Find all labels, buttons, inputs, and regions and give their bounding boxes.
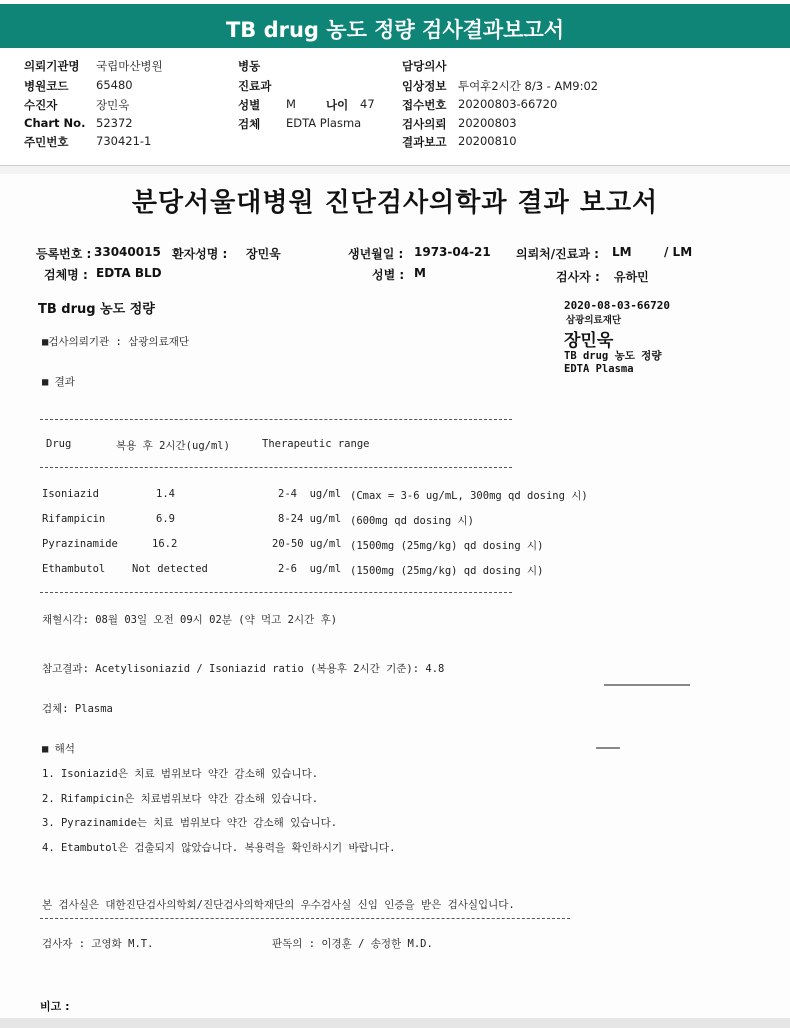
specimen-name-value: EDTA BLD <box>96 266 162 280</box>
sex-label: 성별 <box>238 98 261 112</box>
hospital-code-label: 병원코드 <box>24 79 69 93</box>
sticker-receipt-no: 2020-08-03-66720 <box>564 299 670 312</box>
banner-title: TB drug 농도 정량 검사결과보고서 <box>225 18 565 42</box>
col-drug-header: Drug <box>46 438 72 450</box>
report-date-label: 결과보고 <box>402 135 447 149</box>
reader: 판독의 : 이경훈 / 송정한 M.D. <box>272 938 433 950</box>
row-value: 6.9 <box>156 513 175 525</box>
reference-result: 참고결과: Acetylisoniazid / Isoniazid ratio (복용후 2시간 기준): 4.8 <box>42 663 445 675</box>
institution-label: 의뢰기관명 <box>24 59 80 73</box>
referral-value-a: LM <box>612 245 632 259</box>
patient-name-value: 장민욱 <box>246 247 281 261</box>
signature-rule <box>40 918 570 919</box>
specimen-value: EDTA Plasma <box>286 116 362 130</box>
sticker-test: TB drug 농도 정량 <box>564 350 662 362</box>
institution-value: 국립마산병원 <box>96 59 163 73</box>
row-drug: Ethambutol <box>42 563 106 575</box>
recipient-label: 수진자 <box>24 98 58 112</box>
interpretation-item: 4. Etambutol은 검출되지 않았습니다. 복용력을 확인하시기 바랍니다. <box>42 842 396 854</box>
table-rule-header <box>40 467 512 468</box>
patient-name-label: 환자성명 : <box>172 247 228 261</box>
table-rule-bottom <box>40 592 512 593</box>
row-range: 2-6 ug/ml <box>278 563 342 575</box>
birth-label: 생년월일 : <box>348 247 404 261</box>
specimen-line: 검체: Plasma <box>42 703 113 715</box>
request-date-value: 20200803 <box>458 116 517 130</box>
doctor-label: 담당의사 <box>402 59 447 73</box>
report-sex-value: M <box>414 266 426 280</box>
report-date-value: 20200810 <box>458 134 517 148</box>
resident-no-value: 730421-1 <box>96 134 152 148</box>
clinical-info-label: 임상정보 <box>402 79 447 93</box>
referral-value-b: / LM <box>664 245 693 259</box>
dept-label: 진료과 <box>238 79 272 93</box>
row-note: (600mg qd dosing 시) <box>350 515 474 527</box>
tester-label: 검사자 : <box>556 270 600 284</box>
row-drug: Rifampicin <box>42 513 106 525</box>
scan-mark <box>596 747 620 749</box>
specimen-label: 검체 <box>238 117 261 131</box>
test-title: TB drug 농도 정량 <box>38 302 155 317</box>
report-banner <box>0 0 790 48</box>
row-drug: Isoniazid <box>42 488 99 500</box>
row-note: (1500mg (25mg/kg) qd dosing 시) <box>350 540 544 552</box>
recipient-value: 장민욱 <box>96 98 130 112</box>
sticker-org: 삼광의료재단 <box>566 315 622 326</box>
hospital-code-value: 65480 <box>96 78 133 92</box>
interpretation-item: 3. Pyrazinamide는 치료 범위보다 약간 감소해 있습니다. <box>42 817 338 829</box>
age-value: 47 <box>360 97 375 111</box>
receipt-no-value: 20200803-66720 <box>458 97 558 111</box>
ward-label: 병동 <box>238 59 261 73</box>
receipt-no-label: 접수번호 <box>402 98 447 112</box>
row-drug: Pyrazinamide <box>42 538 118 550</box>
clinical-info-value: 투여후2시간 8/3 - AM9:02 <box>458 79 599 93</box>
row-note: (1500mg (25mg/kg) qd dosing 시) <box>350 565 544 577</box>
interpretation-item: 2. Rifampicin은 치료범위보다 약간 감소해 있습니다. <box>42 793 319 805</box>
reg-no-label: 등록번호 : <box>36 247 92 261</box>
chart-no-label: Chart No. <box>24 116 86 130</box>
remarks-label: 비고 : <box>40 1000 70 1013</box>
sticker-patient: 장민욱 <box>564 331 614 351</box>
tester-value: 유하민 <box>614 270 649 284</box>
report-sex-label: 성별 : <box>372 268 405 282</box>
chart-no-value: 52372 <box>96 116 133 130</box>
birth-value: 1973-04-21 <box>414 245 491 259</box>
page-bottom-edge <box>0 1018 790 1028</box>
certification-note: 본 검사실은 대한진단검사의학회/진단검사의학재단의 우수검사실 신임 인증을 받은 검사실입니다. <box>42 899 515 911</box>
table-rule-top <box>40 419 512 420</box>
resident-no-label: 주민번호 <box>24 135 69 149</box>
referral-label: 의뢰처/진료과 : <box>516 247 599 261</box>
reg-no-value: 33040015 <box>94 245 161 259</box>
sex-value: M <box>286 97 296 111</box>
interpretation-heading: ■ 해석 <box>42 743 75 755</box>
row-range: 20-50 ug/ml <box>272 538 342 550</box>
examiner: 검사자 : 고영화 M.T. <box>42 938 154 950</box>
row-range: 2-4 ug/ml <box>278 488 342 500</box>
row-value: 16.2 <box>152 538 178 550</box>
requesting-org: ■검사의뢰기관 : 삼광의료재단 <box>42 336 190 348</box>
row-value: 1.4 <box>156 488 175 500</box>
col-value-header: 복용 후 2시간(ug/ml) <box>116 440 230 452</box>
scan-mark <box>604 684 690 686</box>
row-note: (Cmax = 3-6 ug/mL, 300mg qd dosing 시) <box>350 490 588 502</box>
col-range-header: Therapeutic range <box>262 438 370 450</box>
sampling-time: 채혈시각: 08월 03일 오전 09시 02분 (약 먹고 2시간 후) <box>42 614 338 626</box>
interpretation-item: 1. Isoniazid은 치료 범위보다 약간 감소해 있습니다. <box>42 768 319 780</box>
row-value: Not detected <box>132 563 208 575</box>
sticker-specimen: EDTA Plasma <box>564 363 634 375</box>
specimen-name-label: 검체명 : <box>44 268 88 282</box>
request-date-label: 검사의뢰 <box>402 117 447 131</box>
request-info-header <box>0 48 790 166</box>
results-heading: ■ 결과 <box>42 376 75 388</box>
row-range: 8-24 ug/ml <box>278 513 342 525</box>
report-title: 분당서울대병원 진단검사의학과 결과 보고서 <box>131 188 659 218</box>
age-label: 나이 <box>326 98 349 112</box>
